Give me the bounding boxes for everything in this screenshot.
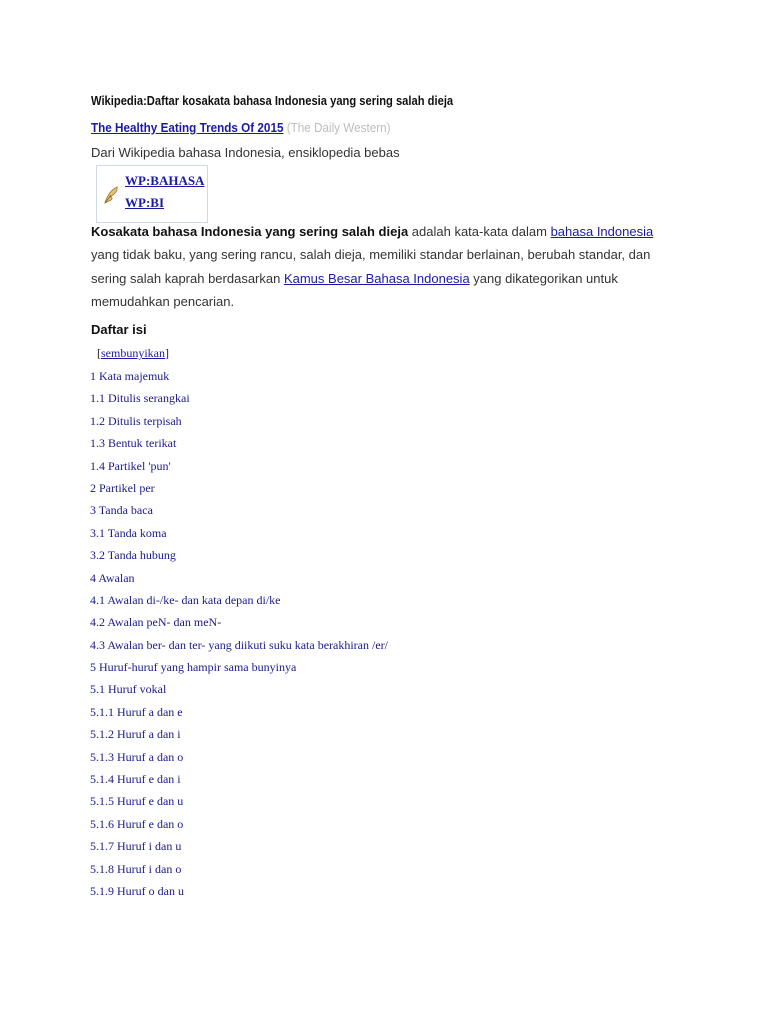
toc-item[interactable]: 5.1.2 Huruf a dan i — [90, 727, 181, 742]
intro-text: yang dikategorikan untuk memudahkan pencarian. — [91, 270, 618, 310]
toc-title: Daftar isi — [91, 322, 147, 337]
shortcut-link-bi[interactable]: WP:BI — [125, 195, 164, 210]
toc-toggle: [sembunyikan] — [97, 346, 169, 360]
toc-item[interactable]: 5.1.8 Huruf i dan o — [90, 861, 182, 876]
shortcut-link-bahasa[interactable]: WP:BAHASA — [125, 173, 205, 188]
pen-icon — [102, 184, 120, 206]
sponsored-link[interactable]: The Healthy Eating Trends Of 2015 — [91, 120, 284, 135]
toc-item[interactable]: 5 Huruf-huruf yang hampir sama bunyinya — [90, 660, 297, 675]
toc-item[interactable]: 4.2 Awalan peN- dan meN- — [90, 615, 222, 630]
toc-item[interactable]: 3 Tanda baca — [90, 503, 153, 518]
toc-item[interactable]: 1 Kata majemuk — [90, 369, 170, 383]
intro-paragraph — [91, 220, 681, 314]
toc-item[interactable]: 5.1.1 Huruf a dan e — [90, 704, 183, 719]
toc-item[interactable]: 1.1 Ditulis serangkai — [90, 391, 190, 406]
toc-item[interactable]: 5.1.5 Huruf e dan u — [90, 794, 184, 809]
intro-text: adalah kata-kata dalam — [408, 224, 551, 239]
toc-item[interactable]: 4.1 Awalan di-/ke- dan kata depan di/ke — [90, 592, 281, 607]
toc-item[interactable]: 1.4 Partikel 'pun' — [90, 458, 171, 473]
intro-term: Kosakata bahasa Indonesia yang sering salah dieja — [91, 224, 409, 239]
link-bahasa-indonesia[interactable]: bahasa Indonesia — [550, 224, 654, 239]
toc-item[interactable]: 3.2 Tanda hubung — [90, 548, 176, 563]
shortcut-box — [96, 165, 208, 223]
intro-text: yang tidak baku, yang sering rancu, salah dieja, memiliki standar berlainan, berubah standar, dan sering salah kaprah berdasarkan — [91, 247, 651, 286]
site-tagline: Dari Wikipedia bahasa Indonesia, ensiklopedia bebas — [91, 145, 400, 160]
link-kbbi[interactable]: Kamus Besar Bahasa Indonesia — [283, 270, 470, 286]
toc-item[interactable]: 4.3 Awalan ber- dan ter- yang diikuti suku kata berakhiran /er/ — [90, 637, 388, 652]
sponsored-source: (The Daily Western) — [286, 120, 391, 135]
toc-item[interactable]: 3.1 Tanda koma — [90, 525, 167, 540]
toc-item[interactable]: 1.3 Bentuk terikat — [90, 436, 177, 451]
sponsored-line — [91, 120, 391, 135]
toc-item[interactable]: 5.1.3 Huruf a dan o — [90, 749, 184, 764]
page-title: Wikipedia:Daftar kosakata bahasa Indonesia yang sering salah dieja — [91, 93, 454, 108]
toc-hide-link[interactable]: sembunyikan — [101, 346, 165, 360]
toc-list — [90, 367, 388, 904]
toc-item[interactable]: 4 Awalan — [90, 570, 135, 585]
toc-item[interactable]: 5.1.9 Huruf o dan u — [90, 883, 184, 898]
toc-item[interactable]: 1.2 Ditulis terpisah — [90, 413, 182, 428]
toc-item[interactable]: 5.1.4 Huruf e dan i — [90, 772, 181, 787]
toc-item[interactable]: 5.1 Huruf vokal — [90, 682, 167, 697]
toc-item[interactable]: 2 Partikel per — [90, 480, 155, 495]
toc-item[interactable]: 5.1.7 Huruf i dan u — [90, 839, 182, 854]
toc-item[interactable]: 5.1.6 Huruf e dan o — [90, 816, 184, 831]
